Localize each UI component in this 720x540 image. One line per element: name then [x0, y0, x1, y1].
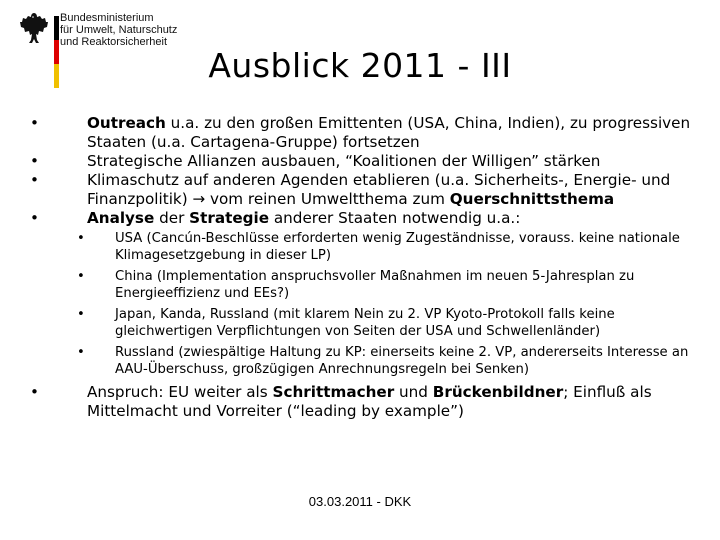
sub-bullet-text: China (Implementation anspruchsvoller Maßnahmen im neuen 5-Jahresplan zu Energieeffizienz und EEs?) — [115, 269, 635, 301]
bullet-dot: • — [30, 209, 39, 227]
bullet-dot: • — [77, 307, 85, 322]
sub-bullet-text: USA (Cancún-Beschlüsse erforderten wenig Zugeständnisse, vorauss. keine nationale Klimagesetzgebung in dieser LP) — [115, 231, 680, 263]
bullet-dot: • — [30, 171, 39, 189]
sub-bullet-item — [30, 344, 700, 378]
sub-bullet-text: Russland (zwiespältige Haltung zu KP: einerseits keine 2. VP, andererseits Interesse an AAU-Überschuss, großzügigen Anrechnungsregeln bei Senken) — [115, 345, 689, 377]
bullet-dot: • — [30, 383, 39, 401]
bullet-dot: • — [77, 345, 85, 360]
ministry-line: und Reaktorsicherheit — [60, 36, 168, 48]
federal-eagle-icon — [18, 10, 50, 46]
bullet-dot: • — [77, 231, 85, 246]
sub-bullet-item — [30, 230, 700, 264]
bullet-item: • Analyse der Strategie anderer Staaten notwendig u.a.: — [30, 209, 521, 227]
bullet-dot: • — [30, 152, 39, 170]
slide-title: Ausblick 2011 - III — [208, 46, 512, 85]
bullet-item: • Strategische Allianzen ausbauen, “Koalitionen der Willigen” stärken — [30, 152, 601, 170]
bullet-dot: • — [30, 114, 39, 132]
sub-bullet-list — [30, 230, 700, 378]
bullet-item: • Anspruch: EU weiter als Schrittmacher und Brückenbildner; Einfluß als Mittelmacht und Vorreiter (“leading by example”) — [30, 383, 652, 420]
bullet-item: • Klimaschutz auf anderen Agenden etablieren (u.a. Sicherheits-, Energie- und Finanzpolitik) → vom reinen Umweltthema zum Querschnittsthema — [30, 171, 671, 208]
bullet-item: • Outreach u.a. zu den großen Emittenten (USA, China, Indien), zu progressiven Staaten (u.a. Cartagena-Gruppe) fortsetzen — [30, 114, 691, 151]
footer-date: 03.03.2011 - DKK — [308, 494, 412, 509]
ministry-line: für Umwelt, Naturschutz — [60, 24, 178, 36]
bullet-dot: • — [77, 269, 85, 284]
sub-bullet-item — [30, 306, 700, 340]
ministry-line: Bundesministerium — [60, 12, 154, 24]
sub-bullet-item — [30, 268, 700, 302]
bullet-list — [30, 114, 700, 421]
sub-bullet-text: Japan, Kanda, Russland (mit klarem Nein zu 2. VP Kyoto-Protokoll falls keine gleichwertigen Verpflichtungen von Seiten der USA und Schwellenländer) — [115, 307, 615, 339]
ministry-name — [60, 12, 177, 48]
